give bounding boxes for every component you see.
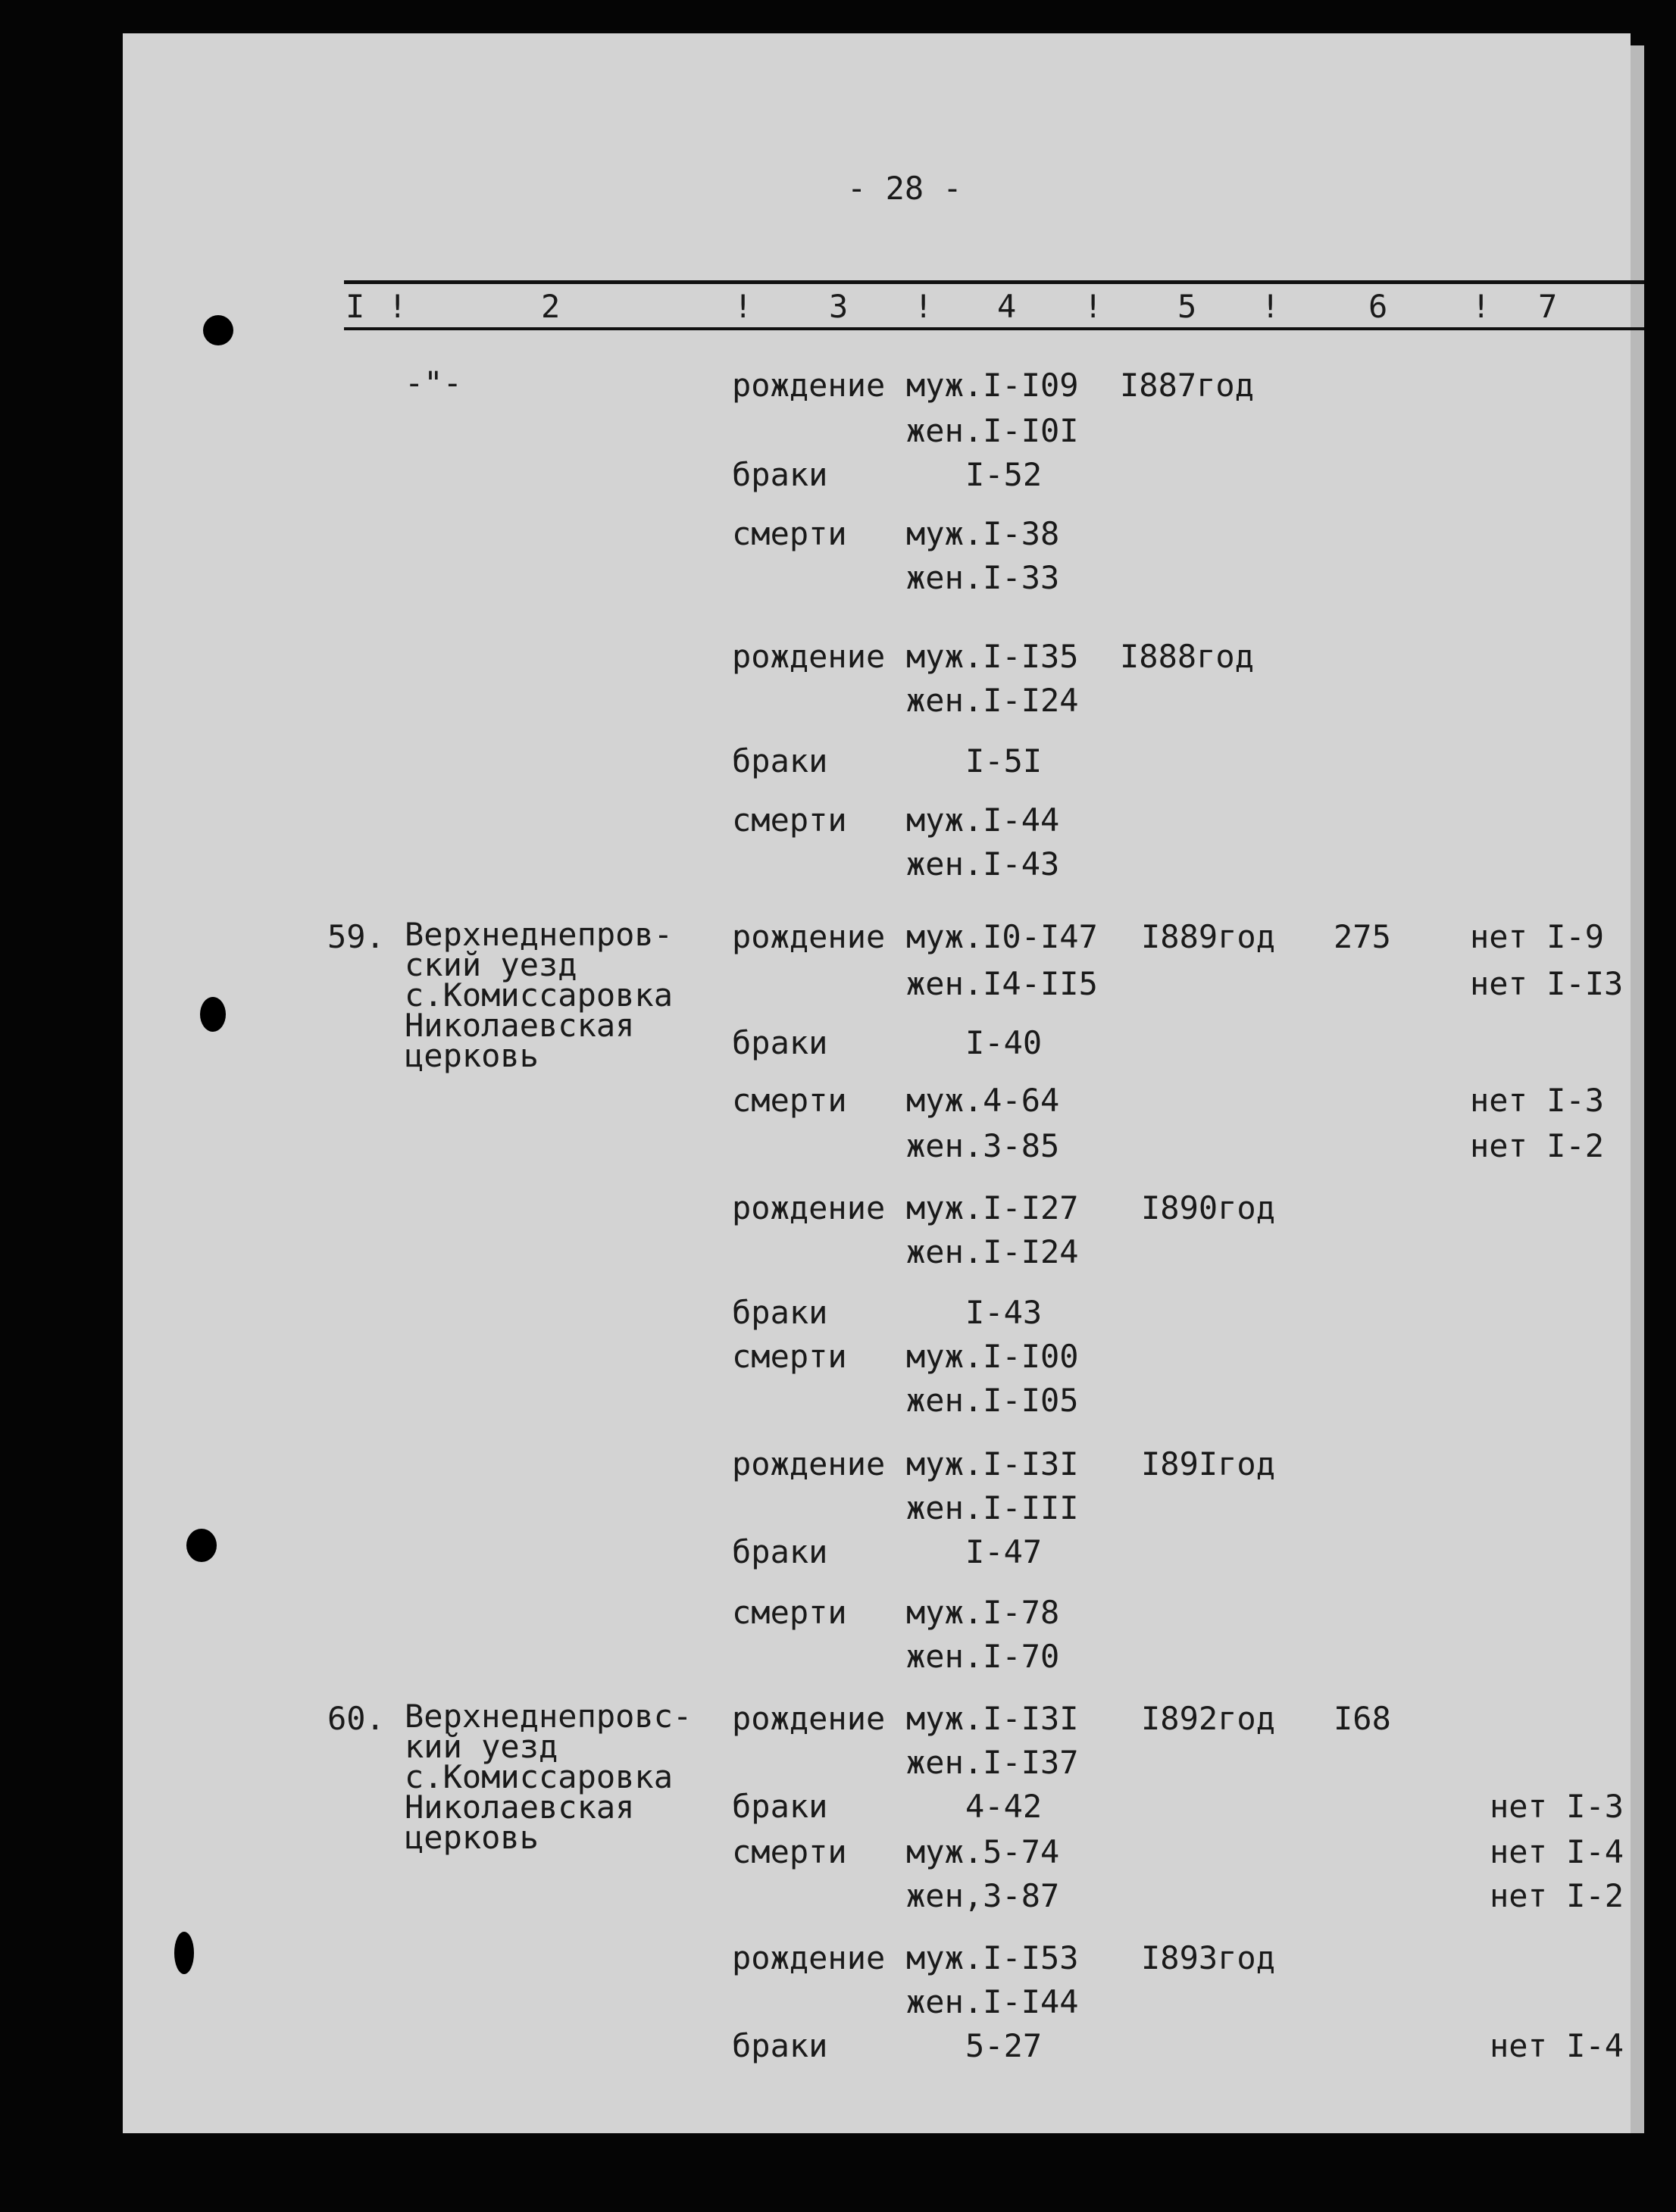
column-header: I: [346, 288, 365, 325]
cell-c4: жен.I-I24: [906, 682, 1079, 719]
cell-c4: жен.I-I0I: [906, 412, 1079, 449]
cell-c3: рождение: [732, 1700, 886, 1737]
punch-hole: [200, 997, 226, 1032]
cell-c4: муж.4-64: [906, 1082, 1060, 1119]
cell-c4: муж.5-74: [906, 1833, 1060, 1870]
cell-c7: нет I-4: [1490, 2027, 1624, 2064]
cell-c3: рождение: [732, 1445, 886, 1482]
column-header: 5: [1177, 288, 1197, 325]
cell-c3: браки: [732, 2027, 828, 2064]
cell-c4: жен.I-43: [906, 845, 1060, 883]
cell-c2: Верхнеднепровс- кий уезд с.Комиссаровка Николаевская церковь: [405, 1698, 693, 1856]
cell-c4: жен,3-87: [906, 1877, 1060, 1914]
column-separator: !: [1261, 288, 1280, 325]
cell-c3: рождение: [732, 1189, 886, 1226]
cell-c3: рождение: [732, 367, 886, 404]
cell-c3: браки: [732, 1788, 828, 1825]
cell-c4: I-5I: [965, 742, 1043, 780]
document-page: [123, 33, 1631, 2133]
column-header: 3: [829, 288, 849, 325]
cell-c5: I888год: [1120, 638, 1255, 675]
cell-c3: смерти: [732, 515, 847, 552]
cell-c3: смерти: [732, 801, 847, 839]
column-header: 7: [1538, 288, 1558, 325]
cell-c4: муж.I0-I47: [906, 918, 1098, 955]
cell-c7: нет I-9: [1470, 918, 1605, 955]
cell-c5: I887год: [1120, 367, 1255, 404]
page-number: - 28 -: [847, 170, 962, 207]
cell-c4: муж.I-38: [906, 515, 1060, 552]
cell-c4: I-52: [965, 456, 1043, 493]
cell-c4: 4-42: [965, 1788, 1043, 1825]
cell-c3: рождение: [732, 638, 886, 675]
cell-c3: браки: [732, 1533, 828, 1570]
cell-c5: I893год: [1141, 1939, 1276, 1976]
cell-c7: нет I-2: [1490, 1877, 1624, 1914]
cell-c4: I-47: [965, 1533, 1043, 1570]
cell-c4: муж.I-I3I: [906, 1700, 1079, 1737]
cell-c4: жен.I-70: [906, 1638, 1060, 1675]
punch-hole: [174, 1932, 194, 1974]
cell-c4: жен.I-33: [906, 559, 1060, 596]
cell-c3: рождение: [732, 1939, 886, 1976]
cell-c7: нет I-4: [1490, 1833, 1624, 1870]
punch-hole: [203, 315, 233, 345]
cell-c4: муж.I-I3I: [906, 1445, 1079, 1482]
cell-c6: 275: [1334, 918, 1391, 955]
cell-c4: муж.I-I09: [906, 367, 1079, 404]
cell-c4: муж.I-I35: [906, 638, 1079, 675]
column-separator: !: [914, 288, 933, 325]
punch-hole: [186, 1529, 217, 1562]
cell-c4: 5-27: [965, 2027, 1043, 2064]
column-separator: !: [1471, 288, 1491, 325]
header-rule-bottom: [344, 327, 1644, 330]
cell-c3: браки: [732, 1294, 828, 1331]
cell-c3: браки: [732, 1024, 828, 1061]
cell-c4: жен.I-I37: [906, 1744, 1079, 1781]
column-header: 6: [1368, 288, 1388, 325]
column-header: 2: [541, 288, 561, 325]
cell-c3: браки: [732, 456, 828, 493]
cell-c3: смерти: [732, 1338, 847, 1375]
cell-c3: рождение: [732, 918, 886, 955]
column-separator: !: [388, 288, 408, 325]
cell-c4: муж.I-I00: [906, 1338, 1079, 1375]
cell-c7: нет I-2: [1470, 1127, 1605, 1164]
cell-c4: муж.I-44: [906, 801, 1060, 839]
cell-c5: I889год: [1141, 918, 1276, 955]
cell-c2: Верхнеднепров- ский уезд с.Комиссаровка Николаевская церковь: [405, 916, 674, 1074]
cell-c3: браки: [732, 742, 828, 780]
column-header: 4: [997, 288, 1017, 325]
cell-c4: жен.I-I24: [906, 1233, 1079, 1270]
cell-c2: -"-: [405, 364, 462, 401]
cell-c6: I68: [1334, 1700, 1391, 1737]
column-separator: !: [733, 288, 753, 325]
cell-c4: жен.I-I44: [906, 1983, 1079, 2020]
cell-c7: нет I-3: [1470, 1082, 1605, 1119]
cell-c4: I-40: [965, 1024, 1043, 1061]
cell-c5: I89Iгод: [1141, 1445, 1276, 1482]
cell-c3: смерти: [732, 1082, 847, 1119]
cell-c4: муж.I-I27: [906, 1189, 1079, 1226]
cell-c3: смерти: [732, 1833, 847, 1870]
cell-c4: жен.I-III: [906, 1489, 1079, 1526]
cell-c4: I-43: [965, 1294, 1043, 1331]
cell-c7: нет I-I3: [1470, 965, 1624, 1002]
cell-c1: 59.: [327, 918, 385, 955]
cell-c4: жен.3-85: [906, 1127, 1060, 1164]
cell-c4: жен.I-I05: [906, 1382, 1079, 1419]
cell-c4: муж.I-I53: [906, 1939, 1079, 1976]
page-edge: [1631, 45, 1644, 2133]
cell-c4: муж.I-78: [906, 1594, 1060, 1631]
cell-c5: I890год: [1141, 1189, 1276, 1226]
cell-c7: нет I-3: [1490, 1788, 1624, 1825]
cell-c3: смерти: [732, 1594, 847, 1631]
cell-c1: 60.: [327, 1700, 385, 1737]
cell-c5: I892год: [1141, 1700, 1276, 1737]
cell-c4: жен.I4-II5: [906, 965, 1098, 1002]
column-separator: !: [1083, 288, 1103, 325]
header-rule-top: [344, 280, 1644, 284]
